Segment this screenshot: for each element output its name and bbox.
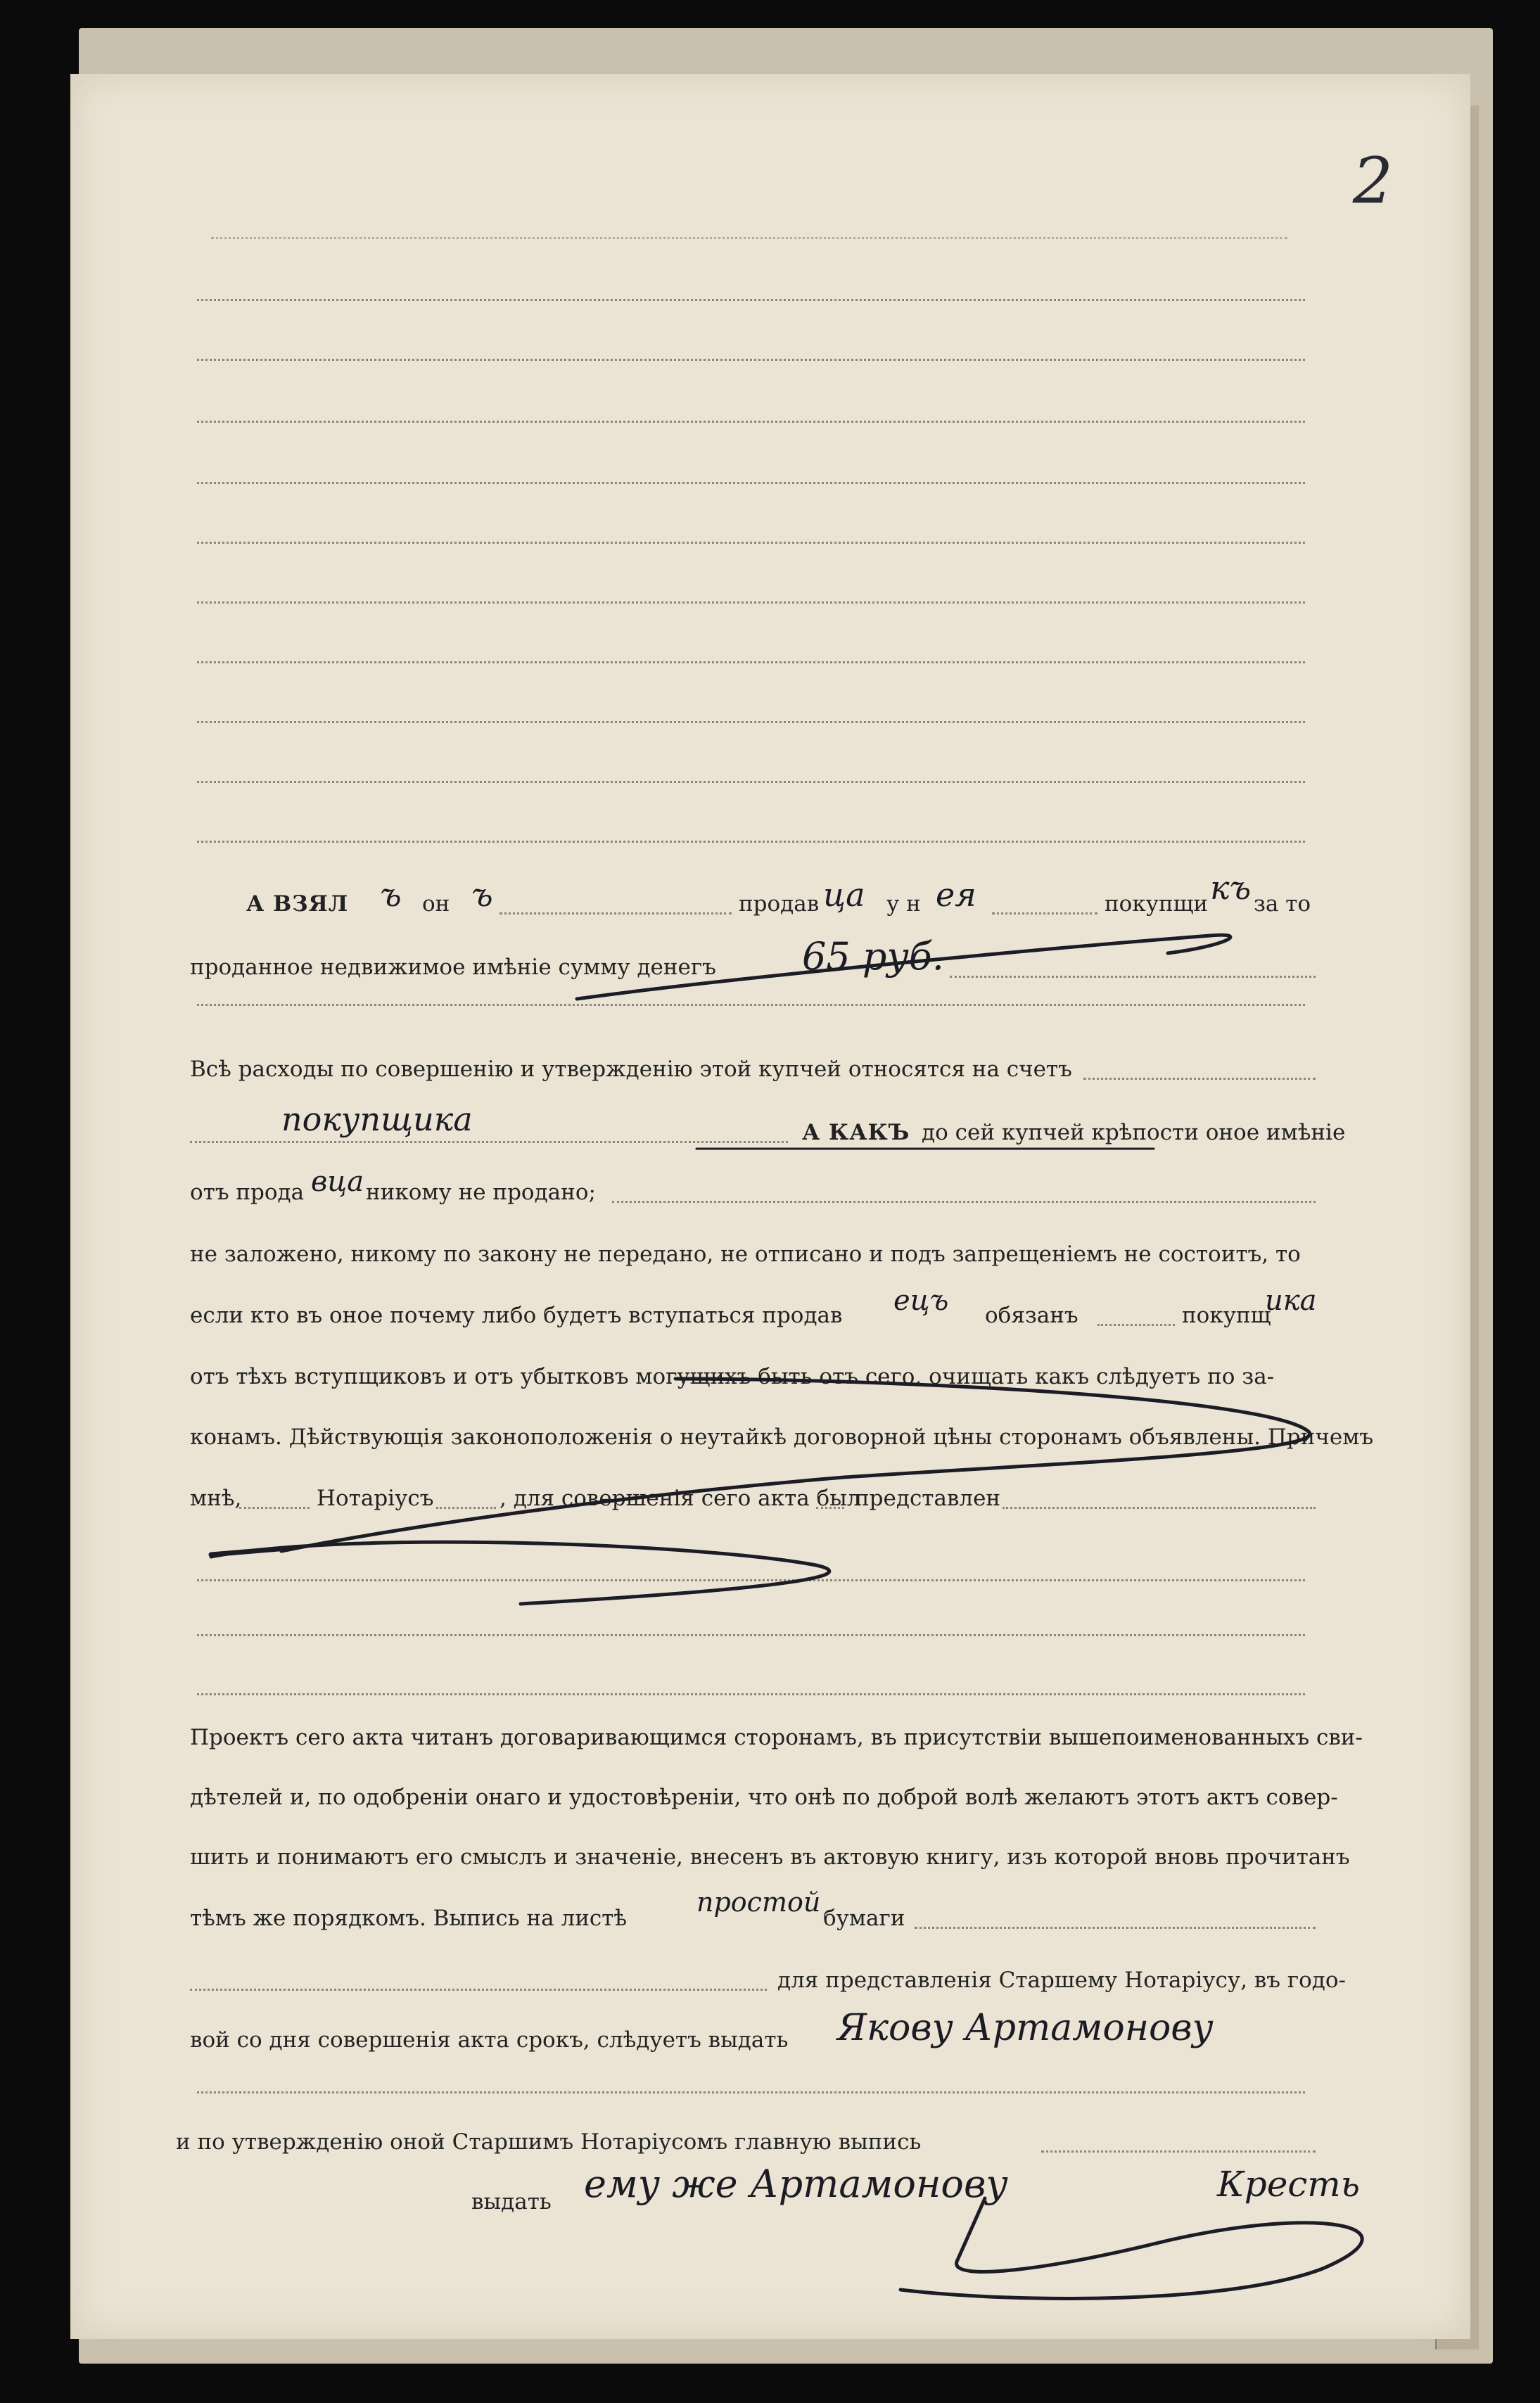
handwritten-u-n: ея [936,876,976,914]
handwritten-cross-mark: Кресть [1217,2164,1360,2205]
handwritten-proda: вца [311,1166,364,1198]
obyazan-label: обязанъ [985,1303,1078,1328]
handwritten-pokupshch: ика [1265,1285,1317,1317]
handwritten-on: ъ [471,876,493,914]
page-number: 2 [1352,144,1393,218]
paper-label: бумаги [823,1906,905,1931]
project-text-1: Проектъ сего акта читанъ договаривающимся сторонамъ, въ присутствіи вышепоименованныхъ сви- [190,1725,1363,1750]
document-page [70,74,1470,2339]
for-act-text: , для совершенія сего акта был [499,1486,861,1511]
a-kak-label: А КАКЪ [802,1120,910,1145]
expenses-text: Всѣ расходы по совершенію и утвержденію этой купчей относятся на счетъ [190,1057,1072,1082]
pokuptsi-label: покупщи [1105,891,1209,917]
a-kak-rest: до сей купчей крѣпости оное имѣніе [922,1120,1346,1145]
claimants-text: отъ тѣхъ вступщиковъ и отъ убытковъ могущихъ быть отъ сего, очищать какъ слѣдуетъ по за- [190,1364,1275,1389]
handwritten-payer: покупщика [281,1100,473,1138]
main-extract-text: и по утвержденію оной Старшимъ Нотаріусомъ главную выпись [176,2129,922,2155]
handwritten-sum: 65 руб. [802,934,944,979]
not-pledged-text: не заложено, никому по закону не передано, не отписано и подъ запрещеніемъ не состоитъ, то [190,1242,1301,1267]
project-text-3: шить и понимаютъ его смыслъ и значеніе, внесенъ въ актовую книгу, изъ которой вновь прочитанъ [190,1844,1350,1870]
if-anyone-text: если кто въ оное почему либо будетъ вступаться продав [190,1303,843,1328]
handwritten-vzyal: ъ [380,876,402,914]
prodav-label: продав [739,891,820,917]
year-term-text: вой со дня совершенія акта срокъ, слѣдуетъ выдать [190,2027,789,2053]
mne-label: мнѣ, [190,1486,242,1511]
u-n-label: у н [886,891,921,917]
on-label: он [422,891,450,917]
sum-text: проданное недвижимое имѣніе сумму денегъ [190,955,716,980]
pokupshch-label: покупщ [1182,1303,1271,1328]
notarius-label: Нотаріусъ [317,1486,434,1511]
a-vzyal-label: А ВЗЯЛ [246,891,349,917]
for-senior-notary-text: для представленія Старшему Нотаріусу, въ годо- [777,1968,1346,1993]
presented-label: представлен [855,1486,1001,1511]
handwritten-prodav: ца [823,876,865,914]
laws-text: конамъ. Дѣйствующія законоположенія о неутайкѣ договорной цѣны сторонамъ объявлены. Причемъ [190,1424,1374,1450]
handwritten-paper-type: простой [696,1887,821,1918]
handwritten-prodav2: ецъ [893,1285,949,1317]
handwritten-strokes [70,74,1470,2339]
ot-proda-label: отъ прода [190,1180,305,1205]
handwritten-recipient2: ему же Артамонову [584,2162,1008,2206]
project-text-2: дѣтелей и, по одобреніи онаго и удостовѣреніи, что онѣ по доброй волѣ желаютъ этотъ актъ совер- [190,1785,1338,1810]
not-sold-text: никому не продано; [366,1180,596,1205]
za-to-label: за то [1254,891,1311,917]
vydat-label: выдать [471,2189,552,2214]
handwritten-pokuptsi: къ [1210,869,1252,907]
handwritten-recipient: Якову Артамонову [837,2007,1214,2049]
same-order-text: тѣмъ же порядкомъ. Выпись на листѣ [190,1906,628,1931]
